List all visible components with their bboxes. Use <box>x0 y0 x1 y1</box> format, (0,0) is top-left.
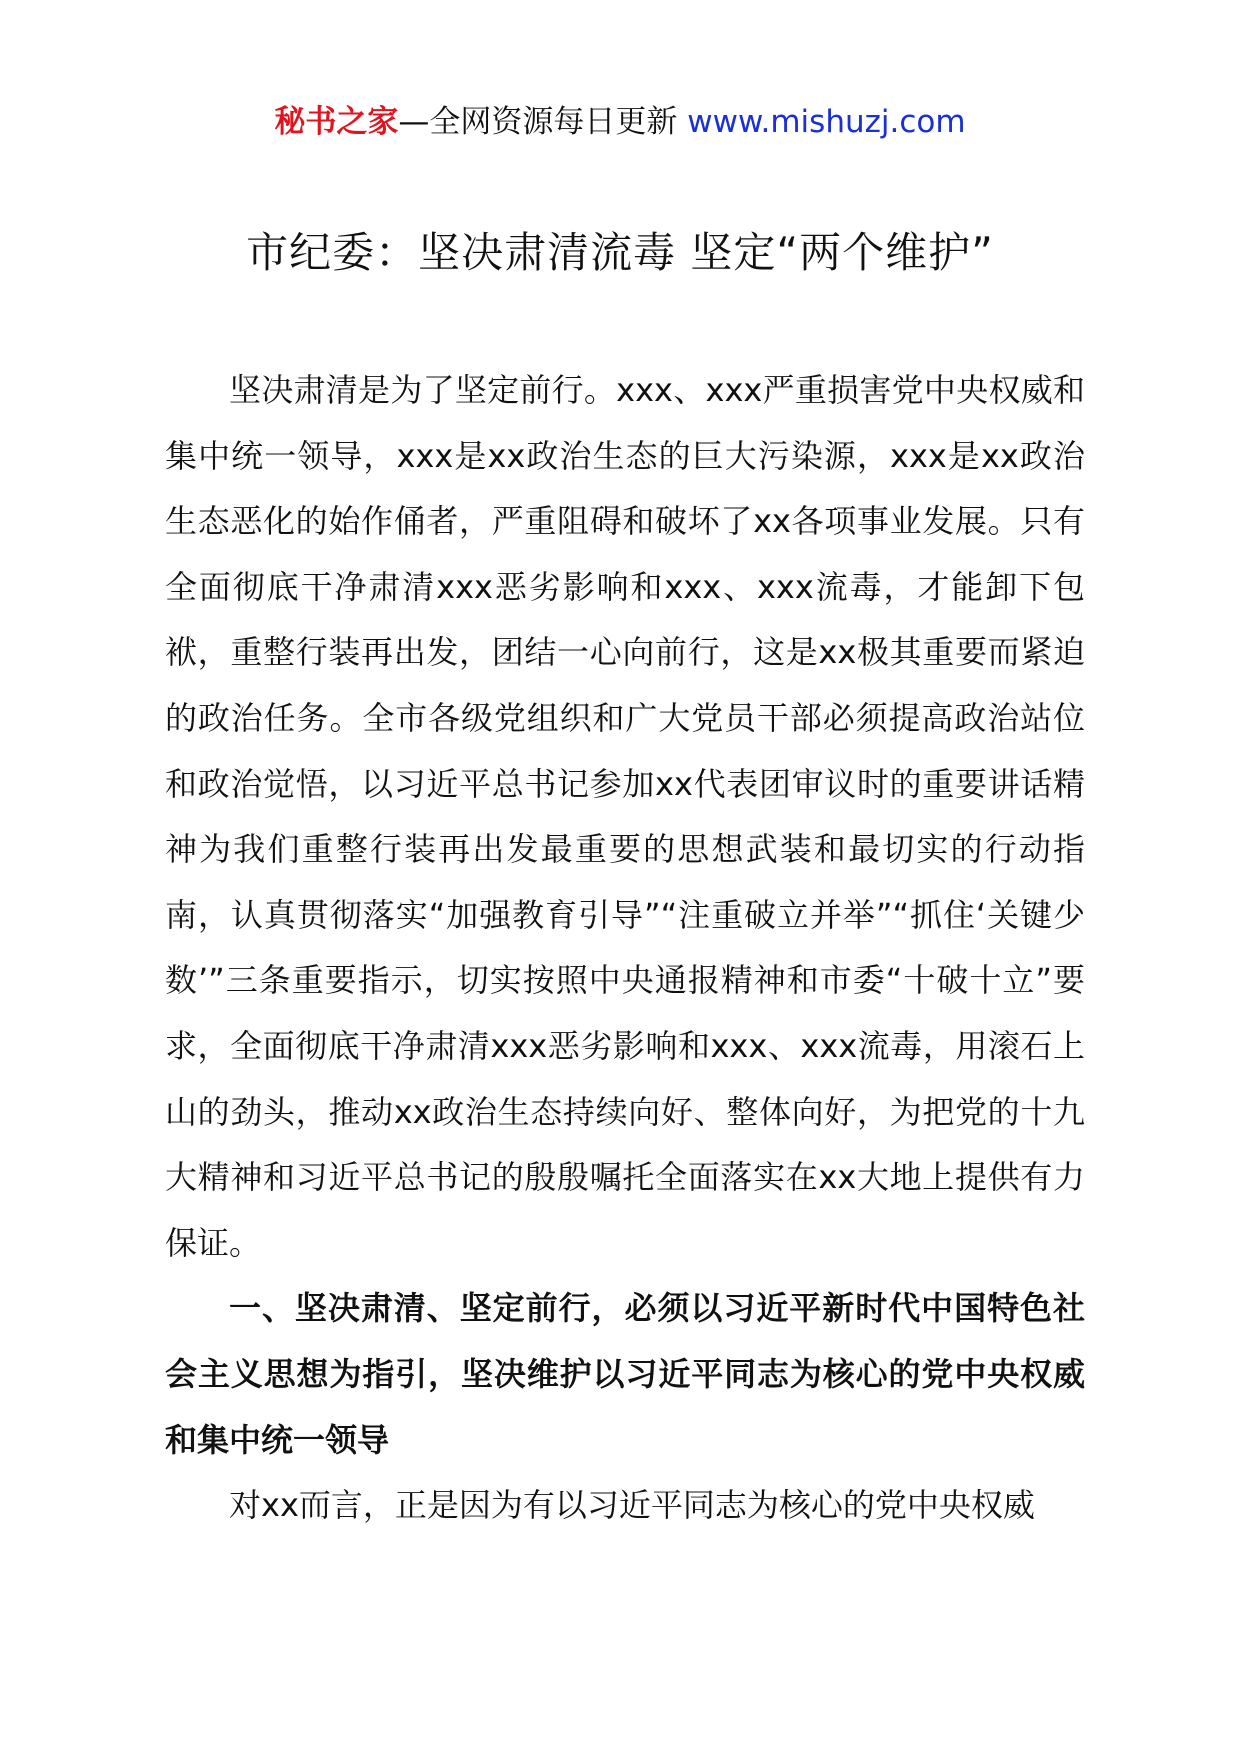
site-banner <box>0 100 1240 144</box>
section-heading-1: 一、坚决肃清、坚定前行，必须以习近平新时代中国特色社会主义思想为指引，坚决维护以习近平同志为核心的党中央权威和集中统一领导 <box>165 1289 1085 1459</box>
document-body <box>165 358 1085 1539</box>
document-title: 市纪委：坚决肃清流毒 坚定“两个维护” <box>246 228 994 277</box>
brand-name: 秘书之家 <box>274 104 399 140</box>
banner-tagline: —全网资源每日更新 <box>398 104 688 140</box>
body-paragraph-section-1: 对xx而言，正是因为有以习近平同志为核心的党中央权威 <box>229 1486 1035 1525</box>
body-paragraph-intro: 坚决肃清是为了坚定前行。xxx、xxx严重损害党中央权威和集中统一领导，xxx是xx政治生态的巨大污染源，xxx是xx政治生态恶化的始作俑者，严重阻碍和破坏了xx各项事业发展。只有全面彻底干净肃清xxx恶劣影响和xxx、xxx流毒，才能卸下包袱，重整行装再出发，团结一心向前行，这是xx极其重要而紧迫的政治任务。全市各级党组织和广大党员干部必须提高政治站位和政治觉悟，以习近平总书记参加xx代表团审议时的重要讲话精神为我们重整行装再出发最重要的思想武装和最切实的行动指南，认真贯彻落实“加强教育引导”“注重破立并举”“抓住‘关键少数’”三条重要指示，切实按照中央通报精神和市委“十破十立”要求，全面彻底干净肃清xxx恶劣影响和xxx、xxx流毒，用滚石上山的劲头，推动xx政治生态持续向好、整体向好，为把党的十九大精神和习近平总书记的殷殷嘱托全面落实在xx大地上提供有力保证。 <box>165 371 1085 1262</box>
site-url-link[interactable]: www.mishuzj.com <box>687 104 966 140</box>
